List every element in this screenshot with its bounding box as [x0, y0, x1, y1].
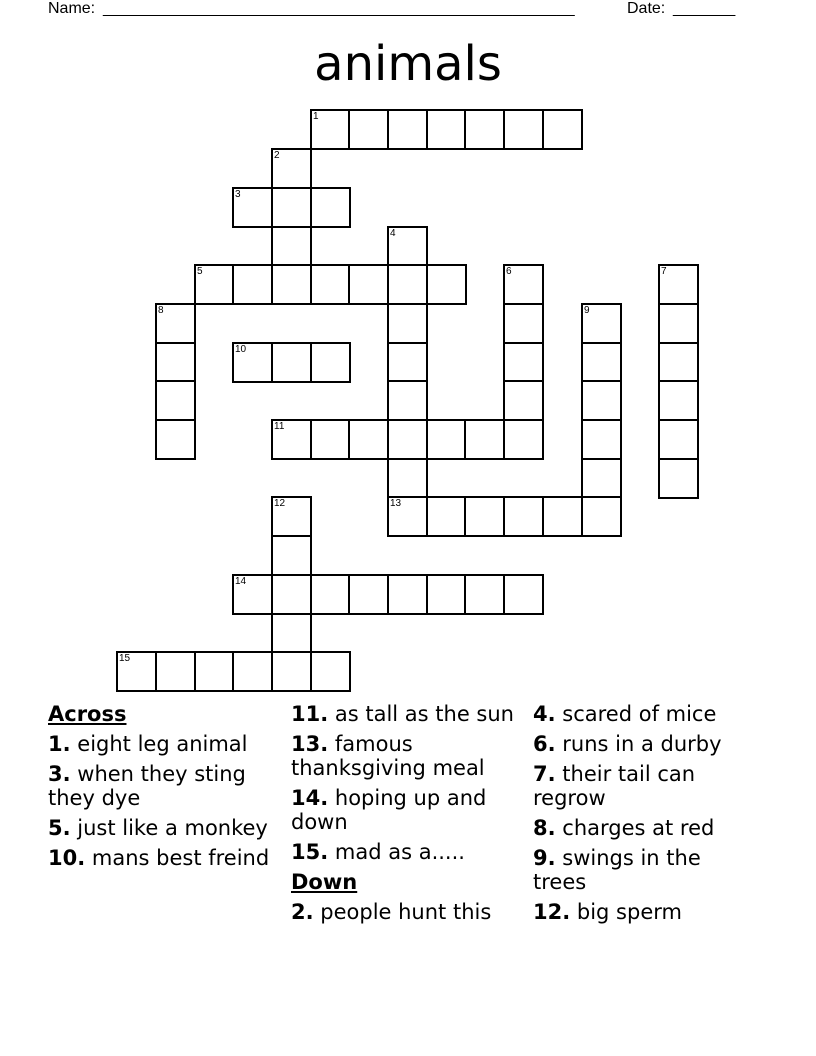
clue-item: [533, 762, 758, 810]
crossword-cell[interactable]: [310, 419, 351, 460]
crossword-cell[interactable]: [194, 651, 235, 692]
crossword-cell[interactable]: [426, 574, 467, 615]
crossword-cell[interactable]: [464, 419, 505, 460]
crossword-cell[interactable]: [426, 419, 467, 460]
clue-number-7: 7: [661, 266, 667, 277]
crossword-cell[interactable]: [542, 496, 583, 537]
crossword-cell[interactable]: [387, 458, 428, 499]
crossword-cell[interactable]: [426, 264, 467, 305]
clue-num: 6.: [533, 732, 556, 756]
clue-text: their tail can regrow: [533, 762, 696, 810]
crossword-cell[interactable]: [658, 419, 699, 460]
clue-number-14: 14: [235, 576, 247, 587]
clue-item: [533, 702, 758, 726]
crossword-cell[interactable]: [310, 264, 351, 305]
crossword-cell[interactable]: [658, 303, 699, 344]
clue-num: 7.: [533, 762, 556, 786]
date-label: Date:: [627, 0, 666, 17]
clue-num: 2.: [291, 900, 314, 924]
clue-item: [291, 732, 516, 780]
crossword-cell[interactable]: [232, 651, 273, 692]
clue-text: runs in a durby: [555, 732, 722, 756]
crossword-cell[interactable]: [503, 574, 544, 615]
clue-text: charges at red: [555, 816, 715, 840]
crossword-cell[interactable]: [464, 496, 505, 537]
clue-item: [48, 732, 273, 756]
clue-item: [48, 762, 273, 810]
crossword-cell[interactable]: [271, 264, 312, 305]
puzzle-title: animals: [314, 36, 502, 92]
clue-text: when they sting they dye: [48, 762, 246, 810]
clue-num: 10.: [48, 846, 86, 870]
crossword-cell[interactable]: [581, 342, 622, 383]
clue-number-3: 3: [235, 189, 241, 200]
crossword-cell[interactable]: [348, 264, 389, 305]
clue-column-3: [533, 702, 758, 930]
clue-item: [48, 846, 273, 870]
crossword-cell[interactable]: [426, 496, 467, 537]
clue-number-1: 1: [313, 111, 319, 122]
crossword-cell[interactable]: [387, 264, 428, 305]
crossword-cell[interactable]: [658, 458, 699, 499]
clue-number-4: 4: [390, 228, 396, 239]
clue-text: mad as a.....: [328, 840, 465, 864]
crossword-cell[interactable]: [155, 342, 196, 383]
crossword-cell[interactable]: [271, 574, 312, 615]
clue-num: 12.: [533, 900, 571, 924]
crossword-cell[interactable]: [426, 109, 467, 150]
crossword-cell[interactable]: [503, 380, 544, 421]
clue-item: [291, 840, 516, 864]
clue-num: 15.: [291, 840, 329, 864]
crossword-cell[interactable]: [155, 380, 196, 421]
clue-number-5: 5: [197, 266, 203, 277]
crossword-cell[interactable]: [232, 264, 273, 305]
clue-number-12: 12: [274, 498, 286, 509]
clue-num: 3.: [48, 762, 71, 786]
clue-item: [291, 786, 516, 834]
name-field[interactable]: _____________________________________________________: [103, 0, 575, 17]
clue-item: [533, 732, 758, 756]
crossword-cell[interactable]: [310, 651, 351, 692]
crossword-cell[interactable]: [310, 342, 351, 383]
clue-number-9: 9: [584, 305, 590, 316]
crossword-cell[interactable]: [658, 342, 699, 383]
clue-column-2: [291, 702, 516, 930]
crossword-cell[interactable]: [581, 380, 622, 421]
clue-number-11: 11: [274, 421, 285, 432]
clue-item: [533, 900, 758, 924]
crossword-cell[interactable]: [503, 419, 544, 460]
crossword-cell[interactable]: [271, 226, 312, 267]
crossword-cell[interactable]: [581, 419, 622, 460]
clue-num: 8.: [533, 816, 556, 840]
crossword-cell[interactable]: [503, 303, 544, 344]
clue-text: eight leg animal: [70, 732, 248, 756]
clue-text: hoping up and down: [291, 786, 487, 834]
clue-text: swings in the trees: [533, 846, 701, 894]
clue-num: 4.: [533, 702, 556, 726]
crossword-cell[interactable]: [271, 613, 312, 654]
clue-num: 14.: [291, 786, 329, 810]
crossword-cell[interactable]: [387, 574, 428, 615]
clue-text: people hunt this: [313, 900, 492, 924]
crossword-cell[interactable]: [387, 342, 428, 383]
date-field[interactable]: _______: [673, 0, 736, 17]
clue-text: as tall as the sun: [328, 702, 514, 726]
across-heading: Across: [48, 702, 127, 726]
crossword-cell[interactable]: [387, 109, 428, 150]
clue-number-8: 8: [158, 305, 164, 316]
crossword-cell[interactable]: [387, 419, 428, 460]
crossword-cell[interactable]: [464, 109, 505, 150]
clue-number-10: 10: [235, 344, 247, 355]
crossword-cell[interactable]: [658, 380, 699, 421]
crossword-cell[interactable]: [503, 496, 544, 537]
crossword-cell[interactable]: [155, 419, 196, 460]
crossword-cell[interactable]: [310, 187, 351, 228]
clue-num: 13.: [291, 732, 329, 756]
clue-number-2: 2: [274, 150, 280, 161]
clue-text: just like a monkey: [70, 816, 268, 840]
crossword-cell[interactable]: [348, 574, 389, 615]
clue-item: [48, 816, 273, 840]
clue-item: [291, 900, 516, 924]
clue-num: 1.: [48, 732, 71, 756]
crossword-cell[interactable]: [348, 109, 389, 150]
crossword-cell[interactable]: [542, 109, 583, 150]
crossword-cell[interactable]: [503, 342, 544, 383]
crossword-cell[interactable]: [581, 496, 622, 537]
name-label: Name:: [48, 0, 96, 17]
clue-item: [533, 816, 758, 840]
clue-text: big sperm: [570, 900, 682, 924]
clue-num: 5.: [48, 816, 71, 840]
crossword-cell[interactable]: [271, 342, 312, 383]
clue-number-6: 6: [506, 266, 512, 277]
clue-num: 11.: [291, 702, 329, 726]
clue-num: 9.: [533, 846, 556, 870]
clue-text: mans best freind: [85, 846, 270, 870]
crossword-cell[interactable]: [348, 419, 389, 460]
crossword-cell[interactable]: [155, 651, 196, 692]
crossword-cell[interactable]: [271, 651, 312, 692]
crossword-cell[interactable]: [581, 458, 622, 499]
clue-item: [533, 846, 758, 894]
crossword-cell[interactable]: [387, 380, 428, 421]
down-heading: Down: [291, 870, 358, 894]
crossword-cell[interactable]: [387, 303, 428, 344]
clue-number-13: 13: [390, 498, 402, 509]
clue-text: scared of mice: [555, 702, 717, 726]
clue-column-1: [48, 702, 273, 876]
clue-item: [291, 702, 516, 726]
crossword-cell[interactable]: [503, 109, 544, 150]
crossword-cell[interactable]: [464, 574, 505, 615]
crossword-cell[interactable]: [310, 574, 351, 615]
crossword-cell[interactable]: [271, 535, 312, 576]
clue-text: famous thanksgiving meal: [291, 732, 485, 780]
clue-number-15: 15: [119, 653, 131, 664]
crossword-cell[interactable]: [271, 187, 312, 228]
